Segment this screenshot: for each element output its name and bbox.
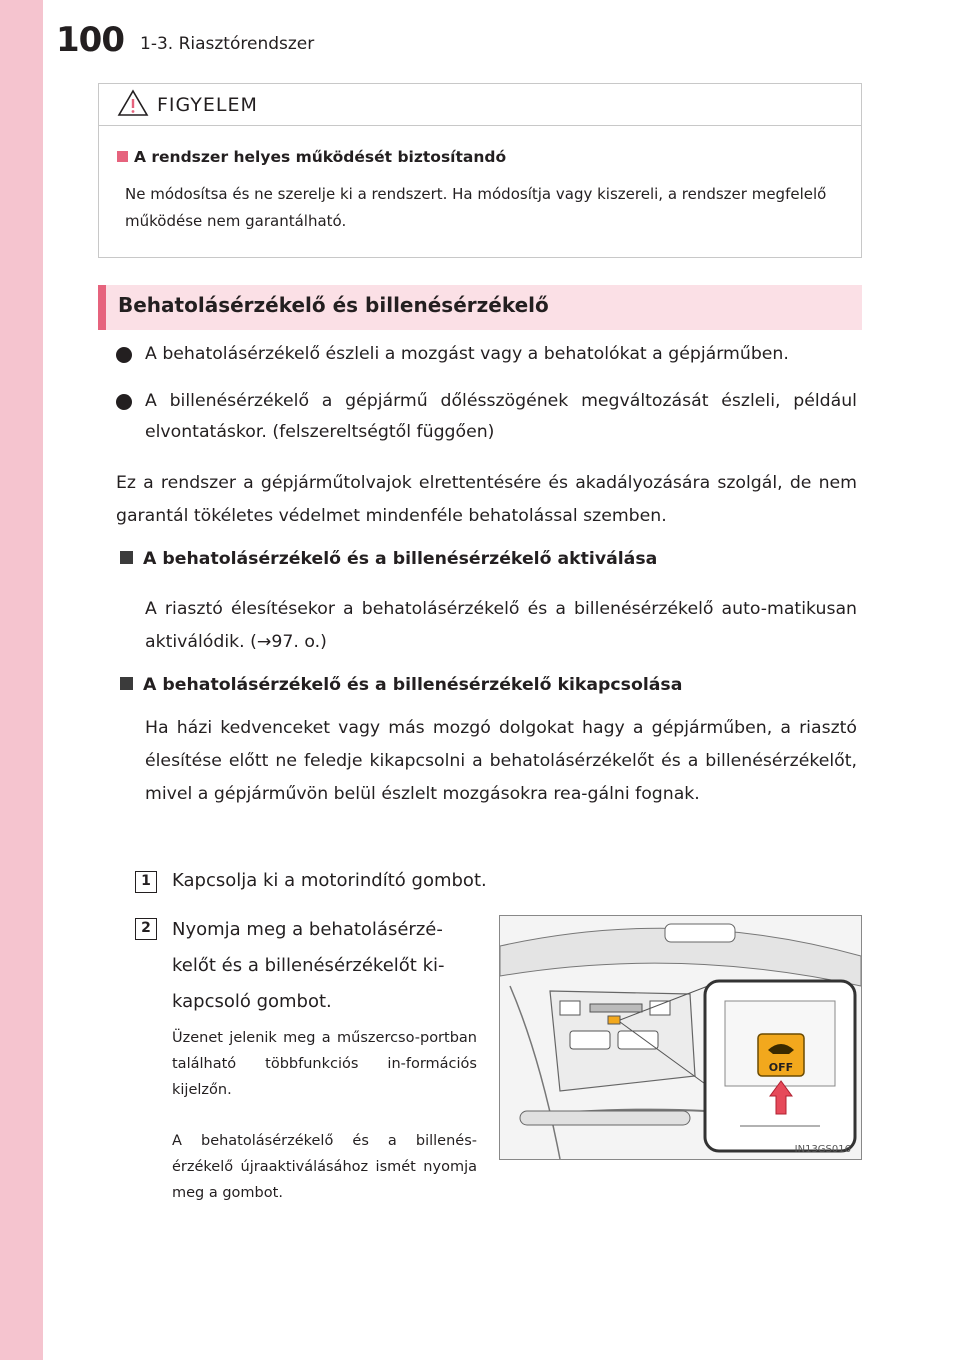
step-text: Nyomja meg a behatolásérzé-kelőt és a billenésérzékelőt ki-kapcsoló gombot. [172,919,445,1012]
warning-header [99,84,861,126]
step-text: Kapcsolja ki a motorindító gombot. [172,870,487,891]
off-button-label: OFF [768,1061,794,1074]
warning-triangle-icon [117,89,149,117]
square-bullet-icon [120,677,133,690]
warning-box [98,83,862,258]
bullet-dot-icon [116,394,132,410]
step-number-1: 1 [135,871,157,893]
warning-text: Ne módosítsa és ne szerelje ki a rendszert. Ha módosítja vagy kiszereli, a rendszer megfelelő működése nem garantálható. [125,185,827,230]
deactivation-heading: A behatolásérzékelő és a billenésérzékelő kikapcsolása [120,675,682,695]
section-heading-text: Behatolásérzékelő és billenésérzékelő [118,293,549,317]
section-heading [98,285,862,330]
square-bullet-icon [120,551,133,564]
figure-code: IN13GS016 [794,1144,851,1155]
page-side-band [0,0,43,1360]
bullet-dot-icon [116,347,132,363]
note-text: A behatolásérzékelő és a billenés-érzékelő újraaktiválásához ismét nyomja meg a gombot. [172,1133,477,1201]
overhead-console-illustration [499,915,862,1160]
warning-title: A rendszer helyes működését biztosítandó [117,148,506,166]
pink-square-icon [117,151,128,162]
activation-text: A riasztó élesítésekor a behatolásérzékelő és a billenésérzékelő auto-matikusan aktiválódik. (→97. o.) [145,599,857,652]
deactivation-text: Ha házi kedvenceket vagy más mozgó dolgokat hagy a gépjárműben, a riasztó élesítése előtt ne feledje kikapcsolni a behatolásérzékelőt és a billenésérzékelőt, mivel a gépjárművön belül észlelt mozgásokra rea-gálni fognak. [145,718,857,804]
intro-paragraph: Ez a rendszer a gépjárműtolvajok elrettentésére és akadályozására szolgál, de nem garantál tökéletes védelmet mindenféle behatolással szemben. [116,473,857,526]
activation-heading: A behatolásérzékelő és a billenésérzékelő aktiválása [120,549,657,569]
step-number-2: 2 [135,918,157,940]
section-title: 1-3. Riasztórendszer [140,34,315,54]
console-drawing [500,916,861,1159]
bullet-item: A behatolásérzékelő észleli a mozgást vagy a behatolókat a gépjárműben. [145,344,789,364]
page-number: 100 [56,20,124,60]
note-text: Üzenet jelenik meg a műszercso-portban található többfunkciós in-formációs kijelzőn. [172,1030,477,1098]
warning-label: FIGYELEM [157,94,258,116]
bullet-item: A billenésérzékelő a gépjármű dőlésszögének megváltozását észleli, például elvontatáskor. (felszereltségtől függően) [145,391,857,442]
